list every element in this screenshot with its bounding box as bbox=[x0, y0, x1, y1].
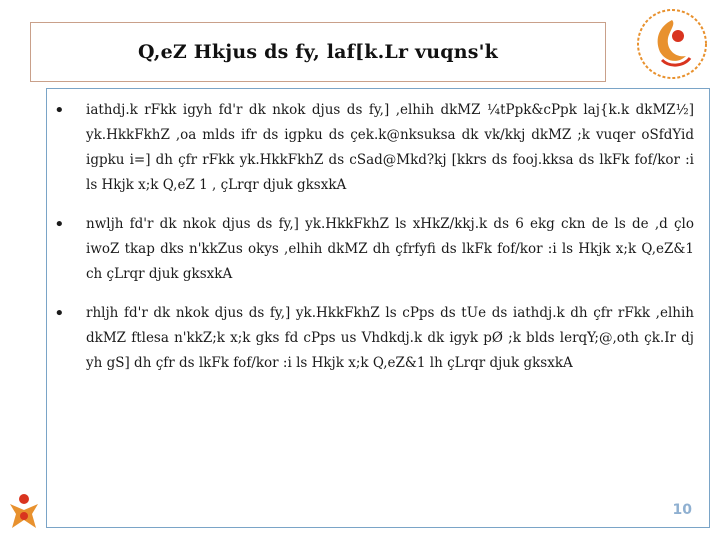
bullet-list bbox=[54, 98, 694, 390]
bullet-text: rhljh fd'r dk nkok djus ds fy,] yk.HkkFkhZ ls cPps ds tUe ds iathdj.k dh çfr rFkk ,elhih dkMZ ftlesa n'kkZ;k x;k gks fd cPps us Vhdkdj.k dk igyk pØ ;k blds lerqY;@,oth çk.Ir dj yh gS] dh çfr ds lkFk fof/kor :i ls Hkjk x;k Q,eZ&1 lh çLrqr djuk gksxkA bbox=[86, 305, 694, 371]
ministry-emblem-icon bbox=[632, 4, 712, 84]
title-box bbox=[30, 22, 606, 82]
bullet-marker: • bbox=[54, 214, 65, 235]
bullet-text: iathdj.k rFkk igyh fd'r dk nkok djus ds fy,] ,elhih dkMZ ¼tPpk&cPpk laj{k.k dkMZ½] yk.HkkFkhZ ,oa mlds ifr ds igpku ds çek.k@nksuksa dk vk/kkj dkMZ ;k vuqer oSfdYid igpku i=] dh çfr rFkk yk.HkkFkhZ ds cSad@Mkd?kj [kkrs ds fooj.kksa ds lkFk fof/kor :i ls Hkjk x;k Q,eZ 1 , çLrqr djuk gksxkA bbox=[86, 102, 694, 193]
list-item bbox=[54, 301, 694, 376]
slide-title: Q,eZ Hkjus ds fy, laf[k.Lr vuqns'k bbox=[137, 41, 499, 63]
bullet-marker: • bbox=[54, 100, 65, 121]
mother-child-icon bbox=[2, 490, 46, 534]
page-number: 10 bbox=[672, 502, 692, 518]
list-item bbox=[54, 98, 694, 198]
bullet-marker: • bbox=[54, 303, 65, 324]
list-item bbox=[54, 212, 694, 287]
bullet-text: nwljh fd'r dk nkok djus ds fy,] yk.HkkFkhZ ls xHkZ/kkj.k ds 6 ekg ckn de ls de ,d çlo iwoZ tkap dks n'kkZus okys ,elhih dkMZ dh çfrfyfi ds lkFk fof/kor :i ls Hkjk x;k Q,eZ&1 ch çLrqr djuk gksxkA bbox=[86, 216, 694, 282]
